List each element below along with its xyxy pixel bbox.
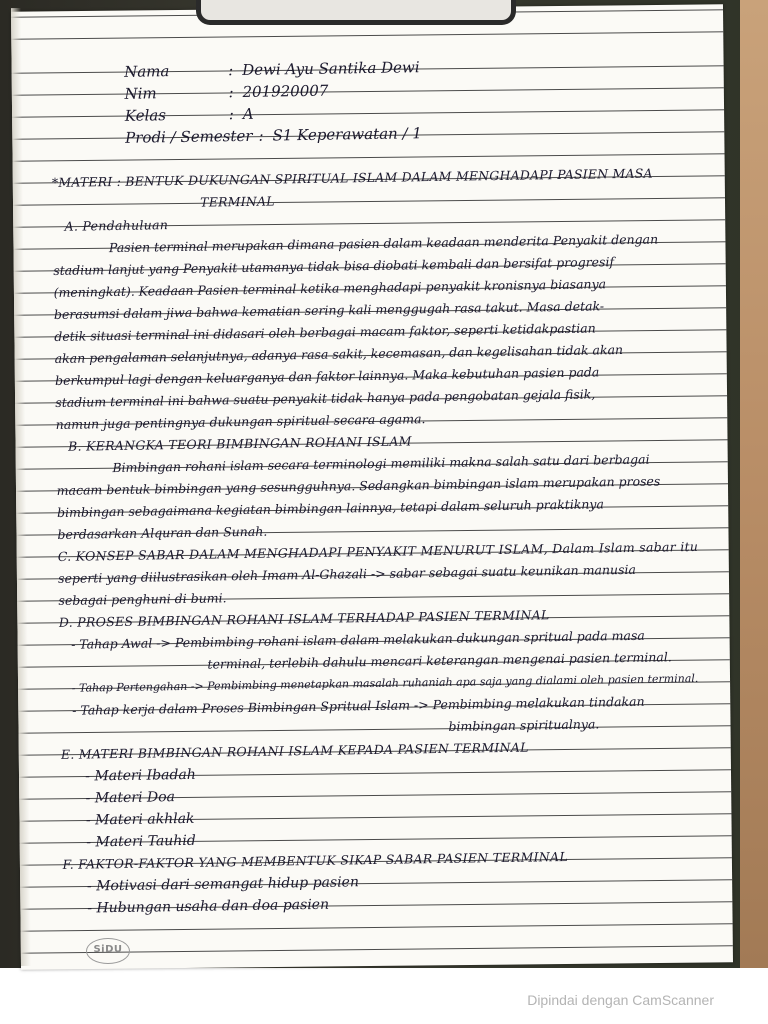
separator: : bbox=[228, 105, 235, 124]
separator: : bbox=[258, 126, 264, 145]
kelas-value: A bbox=[242, 104, 254, 123]
clipboard-clip bbox=[196, 0, 516, 25]
section-a-line: namun juga pentingnya dukungan spiritual secara agama. bbox=[55, 411, 426, 432]
section-a-line: Pasien terminal merupakan dimana pasien dalam keadaan menderita Penyakit dengan bbox=[108, 231, 659, 256]
nim-value: 201920007 bbox=[242, 81, 329, 101]
section-a-line: (meningkat). Keadaan Pasien terminal ketika menghadapi penyakit kronisnya biasanya bbox=[53, 276, 607, 300]
section-d-item-cont: terminal, terlebih dahulu mencari keterangan mengenai pasien terminal. bbox=[207, 649, 672, 672]
section-d-item: - Tahap Pertengahan -> Pembimbing menetapkan masalah ruhaniah apa saja yang dialami oleh pasien terminal. bbox=[71, 671, 699, 695]
section-c-line: seperti yang diilustrasikan oleh Imam Al-Ghazali -> sabar sebagai suatu keunikan manusia bbox=[57, 561, 637, 586]
nama-label: Nama bbox=[124, 62, 170, 81]
section-e-item: - Materi Ibadah bbox=[85, 766, 196, 785]
section-d-item: - Tahap Awal -> Pembimbing rohani islam dalam melakukan dukungan spritual pada masa bbox=[71, 627, 645, 652]
section-c-heading: C. KONSEP SABAR DALAM MENGHADAPI PENYAKIT MENURUT ISLAM, Dalam Islam sabar itu bbox=[57, 538, 699, 564]
nama-value: Dewi Ayu Santika Dewi bbox=[242, 58, 420, 79]
section-b-line: macam bentuk bimbingan yang sesungguhnya. Sedangkan bimbingan islam merupakan proses bbox=[56, 473, 661, 498]
section-e-item: - Materi akhlak bbox=[85, 810, 195, 829]
section-b-line: berdasarkan Alquran dan Sunah. bbox=[57, 523, 268, 542]
section-d-item: - Tahap kerja dalam Proses Bimbingan Spritual Islam -> Pembimbing melakukan tindakan bbox=[72, 693, 645, 718]
section-d-heading: D. PROSES BIMBINGAN ROHANI ISLAM TERHADAP PASIEN TERMINAL bbox=[58, 607, 550, 630]
section-a-line: berkumpul lagi dengan keluarganya dan faktor lainnya. Maka kebutuhan pasien pada bbox=[54, 364, 600, 388]
section-b-line: bimbingan sebagaimana kegiatan bimbingan lainnya, tetapi dalam seluruh praktiknya bbox=[56, 496, 605, 520]
nim-label: Nim bbox=[124, 84, 157, 103]
section-a-line: berasumsi dalam jiwa bahwa kematian sering kali menggugah rasa takut. Masa detak- bbox=[53, 298, 605, 322]
materi-title-line1: *MATERI : BENTUK DUKUNGAN SPIRITUAL ISLAM DALAM MENGHADAPI PASIEN MASA bbox=[51, 165, 653, 190]
materi-title-line2: TERMINAL bbox=[200, 193, 275, 210]
section-a-line: stadium lanjut yang Penyakit utamanya tidak bisa diobati kembali dan bersifat progresif bbox=[53, 254, 615, 278]
section-b-heading: B. KERANGKA TEORI BIMBINGAN ROHANI ISLAM bbox=[67, 433, 412, 454]
section-a-line: detik situasi terminal ini didasari oleh berbagai macam faktor, seperti ketidakpastian bbox=[54, 320, 596, 344]
section-f-heading: F. FAKTOR-FAKTOR YANG MEMBENTUK SIKAP SABAR PASIEN TERMINAL bbox=[62, 848, 569, 872]
section-c-line: sebagai penghuni di bumi. bbox=[58, 590, 227, 608]
scanner-watermark: Dipindai dengan CamScanner bbox=[527, 992, 714, 1008]
section-a-line: akan pengalaman selanjutnya, adanya rasa sakit, kecemasan, dan kegelisahan tidak akan bbox=[54, 342, 624, 366]
handwritten-notes bbox=[50, 52, 723, 920]
paper-brand-logo: SiDU bbox=[86, 938, 130, 964]
section-a-heading: A. Pendahuluan bbox=[64, 217, 169, 234]
section-b-line: Bimbingan rohani islam secara terminologi memiliki makna salah satu dari berbagai bbox=[112, 451, 650, 476]
section-a-line: stadium terminal ini bahwa suatu penyakit tidak hanya pada pengobatan gejala fisik, bbox=[55, 386, 596, 410]
clipboard-edge bbox=[740, 0, 768, 968]
section-e-item: - Materi Tauhid bbox=[86, 832, 196, 851]
separator: : bbox=[228, 83, 234, 102]
separator: : bbox=[228, 61, 234, 80]
section-e-item: - Materi Doa bbox=[85, 789, 176, 807]
kelas-label: Kelas bbox=[124, 106, 167, 125]
section-d-item-cont: bimbingan spiritualnya. bbox=[448, 716, 600, 734]
prodi-label: Prodi / Semester bbox=[125, 126, 253, 147]
section-e-heading: E. MATERI BIMBINGAN ROHANI ISLAM KEPADA PASIEN TERMINAL bbox=[60, 739, 529, 762]
prodi-value: S1 Keperawatan / 1 bbox=[272, 124, 423, 145]
section-f-item: - Motivasi dari semangat hidup pasien bbox=[86, 874, 360, 895]
section-f-item: - Hubungan usaha dan doa pasien bbox=[87, 896, 330, 917]
